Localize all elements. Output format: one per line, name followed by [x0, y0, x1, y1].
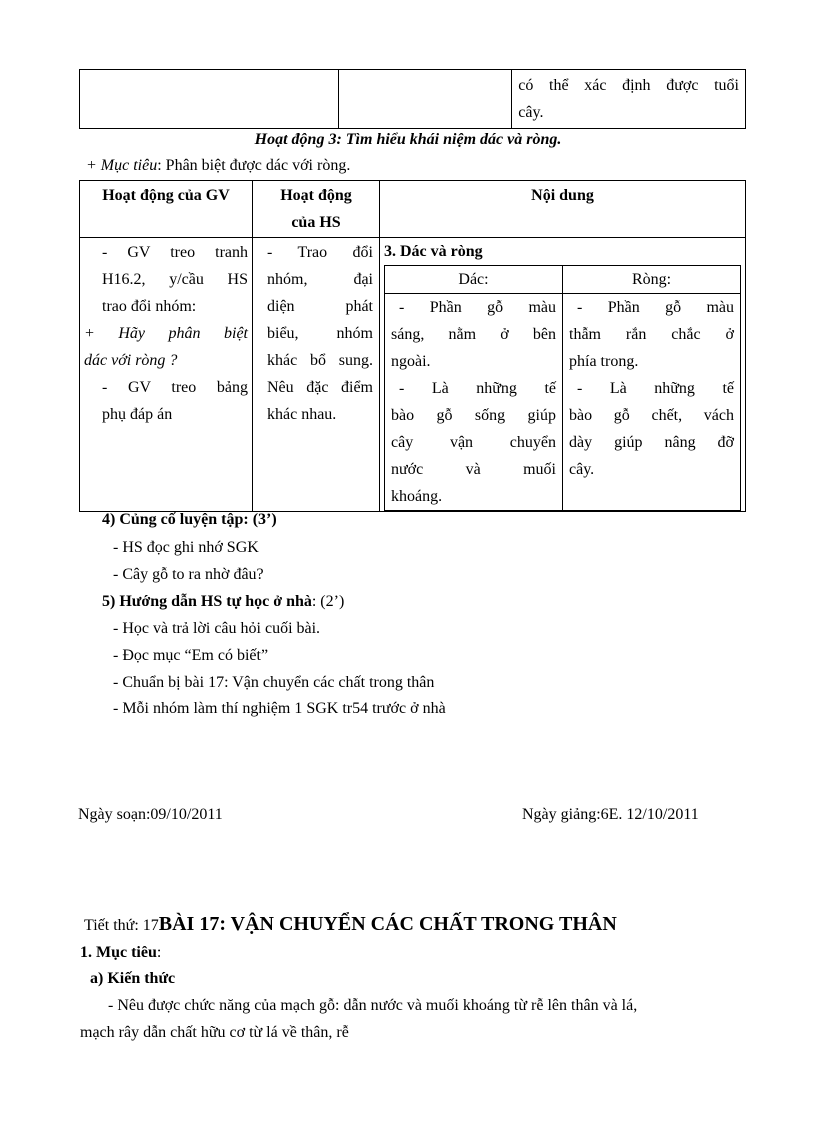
hs-line: diện phát	[267, 298, 373, 315]
table-cell	[512, 70, 746, 129]
objective-heading: 1. Mục tiêu	[80, 944, 157, 961]
activity-table	[79, 180, 746, 512]
gv-line: H16.2, y/cầu HS	[102, 271, 248, 288]
section5-heading	[102, 590, 344, 614]
cell-text: có thể xác định được tuổi	[518, 77, 739, 94]
hs-line: khác nhau.	[267, 406, 337, 423]
dac-line: cây vận chuyển	[391, 434, 556, 451]
dac-line: khoáng.	[391, 488, 443, 505]
activity-heading: Hoạt động 3: Tìm hiểu khái niệm dác và ròng.	[254, 131, 562, 148]
knowledge-line: - Nêu được chức năng của mạch gỗ: dẫn nước và muối khoáng từ rễ lên thân và lá,	[108, 997, 638, 1014]
table-cell	[338, 70, 512, 129]
section5-item: - Chuẩn bị bài 17: Vận chuyển các chất trong thân	[113, 674, 435, 691]
hs-line: nhóm, đại	[267, 271, 373, 288]
rong-line: cây.	[569, 461, 595, 478]
knowledge-line: mạch rây dẫn chất hữu cơ từ lá về thân, rễ	[80, 1024, 349, 1041]
section5-item: - Học và trả lời câu hỏi cuối bài.	[113, 620, 321, 637]
dac-line: bào gỗ sống giúp	[391, 407, 556, 424]
teach-date: Ngày giảng:6E. 12/10/2011	[522, 806, 699, 823]
top-table-fragment	[79, 69, 746, 129]
gv-line: trao đổi nhóm:	[102, 298, 197, 315]
goal-text: : Phân biệt được dác với ròng.	[157, 157, 351, 174]
table-header-row	[385, 266, 741, 294]
content-cell	[380, 238, 746, 512]
rong-line: dày giúp nâng đỡ	[569, 434, 734, 451]
section5-title: 5) Hướng dẫn HS tự học ở nhà	[102, 593, 312, 610]
dac-line: ngoài.	[391, 353, 431, 370]
table-header-row	[80, 181, 746, 238]
lesson-title: BÀI 17: VẬN CHUYỂN CÁC CHẤT TRONG THÂN	[158, 913, 617, 935]
header-hs-line2: của HS	[291, 214, 341, 231]
section5-item: - Đọc mục “Em có biết”	[113, 647, 269, 664]
section5-time: : (2’)	[311, 593, 345, 610]
section4-time: (3’)	[248, 511, 277, 528]
activity-goal	[86, 154, 350, 178]
prep-date: Ngày soạn:09/10/2011	[78, 806, 223, 823]
gv-line: - GV treo tranh	[102, 244, 248, 261]
rong-line: bào gỗ chết, vách	[569, 407, 734, 424]
cell-text: cây.	[518, 104, 544, 121]
table-row	[80, 70, 746, 129]
dac-line: - Là những tế	[399, 380, 556, 397]
section4-heading	[102, 508, 277, 532]
header-hs-line1: Hoạt động	[280, 187, 352, 204]
hs-cell	[253, 238, 380, 512]
gv-line: dác với ròng ?	[84, 352, 178, 369]
header-hs	[253, 181, 380, 238]
gv-line: + Hãy phân biệt	[84, 325, 248, 342]
gv-line: - GV treo bảng	[102, 379, 248, 396]
section4-item: - Cây gỗ to ra nhờ đâu?	[113, 566, 264, 583]
gv-cell	[80, 238, 253, 512]
dac-line: nước và muối	[391, 461, 556, 478]
objective-heading-line	[80, 941, 161, 965]
rong-line: thẫm rắn chắc ở	[569, 326, 734, 343]
rong-cell	[563, 294, 741, 511]
dac-cell	[385, 294, 563, 511]
section4-item: - HS đọc ghi nhớ SGK	[113, 539, 259, 556]
dac-line: - Phần gỗ màu	[399, 299, 556, 316]
rong-line: phía trong.	[569, 353, 639, 370]
lesson-title-line	[84, 910, 617, 940]
hs-line: - Trao đổi	[267, 244, 373, 261]
header-content: Nội dung	[380, 181, 746, 238]
comparison-table	[384, 265, 741, 511]
knowledge-heading: a) Kiến thức	[90, 970, 176, 987]
table-cell	[80, 70, 339, 129]
rong-line: - Phần gỗ màu	[577, 299, 734, 316]
rong-header: Ròng:	[563, 266, 741, 294]
objective-colon: :	[156, 944, 162, 961]
period-prefix: Tiết thứ: 17	[84, 917, 159, 934]
hs-line: biểu, nhóm	[267, 325, 373, 342]
gv-line: phụ đáp án	[102, 406, 173, 423]
goal-label: + Mục tiêu	[86, 157, 158, 174]
header-gv: Hoạt động của GV	[80, 181, 253, 238]
dac-header: Dác:	[385, 266, 563, 294]
dac-line: sáng, nằm ở bên	[391, 326, 556, 343]
section4-title: 4) Củng cố luyện tập:	[102, 511, 249, 528]
content-title: 3. Dác và ròng	[384, 243, 483, 260]
table-row	[80, 238, 746, 512]
hs-line: Nêu đặc điểm	[267, 379, 373, 396]
rong-line: - Là những tế	[577, 380, 734, 397]
table-row	[385, 294, 741, 511]
hs-line: khác bổ sung.	[267, 352, 373, 369]
section5-item: - Mỗi nhóm làm thí nghiệm 1 SGK tr54 trước ở nhà	[113, 700, 446, 717]
